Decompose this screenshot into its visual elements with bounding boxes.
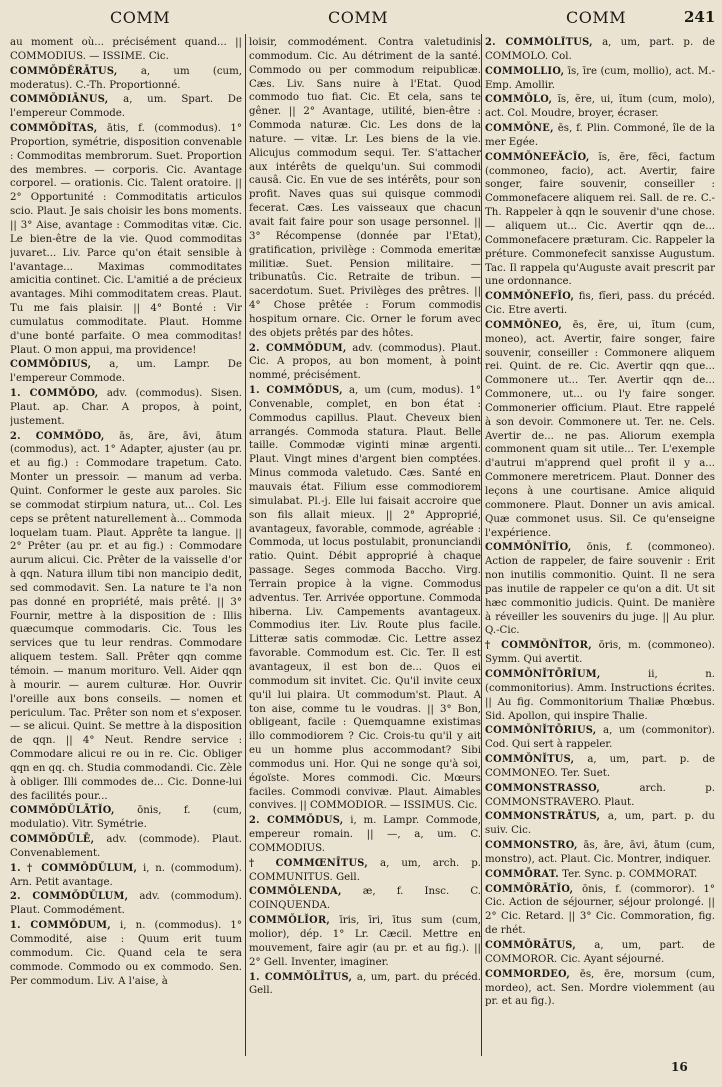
headword: 2. COMMŎDUS, [249, 815, 344, 827]
dictionary-entry [485, 319, 715, 541]
headword: COMMONSTRĀTUS, [485, 811, 601, 823]
dictionary-entry [10, 387, 242, 429]
headword: COMMOLLIO, [485, 65, 565, 77]
headword: COMMŎLĬOR, [249, 915, 331, 927]
headword: COMMŎNĬTŌRIUS, [485, 725, 597, 737]
column-left [10, 36, 242, 1056]
definition-text: a, um (cum, modus). 1° Convenable, complet, en bon état : Commodus capillus. Plaut. Cheveux bien arrangés. Commoda statura. Plaut. Belle taille. Commodæ viginti minæ argenti. Plaut. Vingt mines d'argent bien comptées. Minus commoda valetudo. Cæs. Santé en mauvais état. Filium esse commodiorem simulabat. Pl.-j. Elle lui faisait accroire que son fils allait mieux. || 2° Approprié, avantageux, favorable, commode, agréable : Commoda, ut locus postulabit, pronunciandi ratio. Quint. Débit approprié à chaque passage. Seges commoda Baccho. Virg. Terrain propice à la vigne. Commodus adventus. Ter. Arrivée opportune. Commoda hiberna. Liv. Campements avantageux. Commodius iter. Liv. Route plus facile. Litteræ satis commodæ. Cic. Lettre assez favorable. Commodum est. Cic. Ter. Il est avantageux, il est bon de... Quos ei commodum sit invitet. Cic. Qu'il invite ceux qu'il lui plaira. Ut commodum'st. Plaut. A ton aise, comme tu le voudras. || 3° Bon, obligeant, facile : Quemquamne existimas illo commodiorem ? Cic. Crois-tu qu'il y ait eu un homme plus accommodant? Sibi commodus uni. Hor. Qui ne songe qu'à soi, égoïste. Mores commodi. Cic. Mœurs faciles. Commodi convivæ. Plaut. Aimables convives. || COMMODIOR. — ISSIMUS. Cic. [249, 385, 481, 812]
headword: † COMMŒNĪTUS, [249, 857, 369, 869]
dictionary-entry [10, 919, 242, 988]
dictionary-entry [485, 93, 715, 121]
definition-text: adv. (commodus). Sisen. Plaut. ap. Char. A propos, à point, justement. [10, 388, 242, 427]
definition-text: a, um, part. p. de COMMOLO. Col. [485, 37, 715, 62]
definition-text: a, um, part. p. du suiv. Cic. [485, 811, 715, 837]
definition-text: ōnis, f. (commoror). 1° Cic. Action de séjourner, séjour prolongé. || 2° Cic. Retard. || 3° Cic. Commoration, fig. de rhét. [485, 883, 715, 937]
definition-text: fis, fĭeri, pass. du précéd. Cic. Etre averti. [485, 291, 715, 317]
definition-text: au moment où... précisément quand... || COMMODIUS. — ISSIME. Cic. [10, 37, 242, 62]
dictionary-entry [485, 36, 715, 64]
dictionary-entry [485, 122, 715, 150]
headword: 1. COMMŎLĪTUS, [249, 971, 353, 983]
definition-text: ōnis, f. (commoneo). Action de rappeler, de faire souvenir : Erit non inutilis commonitio. Quint. Il ne sera pas inutile de rappeler ce qu'on a dit. Ut sit hæc commonitio judicis. Quint. De manière à réveiller les souvenirs du juge. || Au plur. Q.-Cic. [485, 542, 715, 637]
definition-text: ēs, ĕre, ui, ĭtum (cum, moneo), act. Avertir, faire songer, faire souvenir, conseiller : Commonere aliquem rei. Quint. de re. Cic. Avertir qqn que... Commonere ut... Ter. Avertir qqn de... Commonere, ut... ou l'y faire songer. Commonerier officium. Plaut. Etre rappelé à son devoir. Commonere ut. Ter. ne. Cels. Avertir de... ne pas. Aliorum exempla commonent quam sit utile... Ter. L'exemple d'autrui m'apprend quel profit il y a... Commonere meretricem. Plaut. Donner des leçons à une courtisane. Amice aliquid commonere. Plaut. Donner un avis amical. Quæ commonet usus. Sil. Ce qu'enseigne l'expérience. [485, 319, 715, 539]
headword: 1. COMMŎDUS, [249, 385, 343, 397]
definition-text: a, um, part. p. de COMMONEO. Ter. Suet. [485, 754, 715, 779]
dictionary-entry [10, 862, 242, 890]
definition-text: adv. (commode). Plaut. Convenablement. [10, 834, 242, 859]
definition-text: a, um. Lampr. De l'empereur Commode. [10, 359, 242, 385]
definition-text: loisir, commodément. Contra valetudinis commodum. Cic. Au détriment de la santé. Commodo ou per commodum reipublicæ. Cæs. Liv. Sans nuire à l'Etat. Quod commodo tuo fiat. Cic. Et cela, sans te gêner. || 2° Avantage, utilité, bien-être : Commoda naturæ. Cic. Les dons de la nature. — vitæ. Lr. Les biens de la vie. Alicujus commodum sequi. Ter. S'attacher aux intérêts de quelqu'un. Sui commodi causâ. Cic. En vue de ses intérêts, pour son profit. Naves quas sui quisque commodi fecerat. Cæs. Les vaisseaux que chacun avait fait faire pour son usage personnel. || 3° Récompense (donnée par l'Etat), gratification, privilège : Commoda emeritæ militiæ. Suet. Pension militaire. — tribunatûs. Cic. Retraite de tribun. — sacerdotum. Suet. Privilèges des prêtres. || 4° Chose prêtée : Forum commodis hospitum ornare. Cic. Orner le forum avec des objets prêtés par des hôtes. [249, 37, 481, 339]
definition-text: a, um (cum, moderatus). C.-Th. Proportionné. [10, 65, 242, 91]
dictionary-entry [10, 93, 242, 121]
definition-text: īs, īre (cum, mollio), act. M.-Emp. Amollir. [485, 65, 715, 91]
headword: COMMŎNĬTUS, [485, 754, 575, 766]
dictionary-entry [10, 122, 242, 357]
headword: 2. COMMŎDŬLUM, [10, 891, 129, 903]
dictionary-entry [249, 914, 481, 969]
headword: COMMŎDŬLĒ, [10, 834, 95, 846]
dictionary-entry [249, 885, 481, 913]
dictionary-entry [485, 810, 715, 838]
headword: 2. COMMŎLĪTUS, [485, 37, 593, 48]
column-middle [249, 36, 481, 1056]
page-number: 241 [684, 8, 716, 26]
headword: COMMŎRĀTĬO, [485, 883, 574, 895]
column-divider [245, 34, 246, 1056]
headword: COMMŎDĬTAS, [10, 123, 98, 135]
headword: 2. COMMŎDO, [10, 430, 105, 442]
dictionary-entry [249, 857, 481, 885]
headword: COMMŎNEO, [485, 319, 563, 331]
headword: COMMONSTRO, [485, 840, 578, 852]
dictionary-entry [485, 724, 715, 752]
dictionary-entry [10, 65, 242, 93]
dictionary-entry [249, 36, 481, 341]
dictionary-entry [10, 36, 242, 64]
headword: COMMONSTRASSO, [485, 782, 601, 794]
running-head-left: COMM [110, 8, 171, 27]
signature-mark: 16 [671, 1060, 688, 1074]
headword: COMMŎLENDA, [249, 886, 342, 898]
dictionary-entry [10, 430, 242, 804]
running-head-right: COMM [566, 8, 627, 27]
dictionary-entry [485, 541, 715, 638]
definition-text: a, um, part. de COMMOROR. Cic. Ayant séjourné. [485, 940, 715, 965]
definition-text: ās, āre, āvi, ātum (commodus), act. 1° Adapter, ajuster (au pr. et au fig.) : Commodare trapetum. Cato. Monter un pressoir. — manum ad verba. Quint. Conformer le geste aux paroles. Sic se commodat stirpium natura, ut... Col. Les ceps se prêtent naturellement à... Commoda loquelam tuam. Plaut. Apprête ta langue. || 2° Prêter (au pr. et au fig.) : Commodare aurum alicui. Cic. Prêter de la vaisselle d'or à qqn. Natura illum tibi non mancipio dedit, sed commodavit. Sen. La nature te l'a non pas donné en propriété, mais prêté. || 3° Fournir, mettre à la disposition de : Illis quæcumque commodaris. Cic. Tous les services que tu leur rendras. Commodare aliquem testem. Sall. Prêter qqn comme témoin. — manum morituro. Vell. Aider qqn à mourir. — aurem culturæ. Hor. Ouvrir l'oreille aux bons conseils. — nomen et periculum. Tac. Prêter son nom et s'exposer. — se alicui. Quint. Se mettre à la disposition de qqn. || 4° Neut. Rendre service : Commodare alicui re ou in re. Cic. Obliger qqn en qq. ch. Studia commodandi. Cic. Zèle à obliger. Illi commodes de... Cic. Donne-lui des facilités pour... [10, 430, 242, 802]
dictionary-entry [485, 868, 715, 882]
dictionary-entry [485, 968, 715, 1010]
definition-text: æ, f. Insc. C. COINQUENDA. [249, 886, 481, 912]
definition-text: ĭs, ĕre, ui, ĭtum (cum, molo), act. Col. Moudre, broyer, écraser. [485, 94, 715, 120]
definition-text: adv. (commodus). Plaut. Cic. A propos, au bon moment, à point nommé, précisément. [249, 342, 481, 382]
dictionary-entry [10, 358, 242, 386]
dictionary-entry [249, 814, 481, 856]
dictionary-entry [485, 151, 715, 289]
running-head-center: COMM [328, 8, 389, 27]
headword: COMMŌRAT. [485, 868, 559, 880]
column-divider [481, 34, 482, 1056]
dictionary-entry [485, 782, 715, 810]
headword: COMMŎDŬLĀTĬO, [10, 805, 115, 817]
headword: COMMŎNEFĂCĬO, [485, 151, 590, 163]
headword: 1. COMMŎDO, [10, 388, 99, 400]
dictionary-entry [485, 639, 715, 667]
dictionary-entry [485, 753, 715, 781]
dictionary-entry [485, 939, 715, 967]
definition-text: ii, n. (commonitorius). Amm. Instructions écrites. || Au fig. Commonitorium Thaliæ Phœbus. Sid. Apollon, qui inspire Thalie. [485, 668, 715, 722]
dictionary-entry [485, 65, 715, 93]
definition-text: i, m. Lampr. Commode, empereur romain. || —, a, um. C. COMMODIUS. [249, 815, 481, 854]
dictionary-entry [485, 290, 715, 318]
definition-text: ĭs, ĕre, fēci, factum (commoneo, facio), act. Avertir, faire songer, faire souvenir, conseiller : Commonefacere aliquem rei. Sall. de re. C.-Th. Rappeler à qqn le souvenir d'une chose. — aliquem ut... Cic. Avertir qqn de... Commonefacere præturam. Cic. Rappeler la préture. Commonefecit sanxisse Augustum. Tac. Il rappela qu'Auguste avait prescrit par une ordonnance. [485, 151, 715, 288]
dictionary-entry [10, 804, 242, 832]
headword: COMMŎNE, [485, 123, 554, 135]
column-right [485, 36, 715, 1056]
dictionary-entry [249, 342, 481, 384]
dictionary-entry [249, 384, 481, 813]
definition-text: adv. (commodum). Plaut. Commodément. [10, 891, 242, 917]
definition-text: ātis, f. (commodus). 1° Proportion, symétrie, disposition convenable : Commoditas membrorum. Suet. Proportion des membres. — corporis. Cic. Avantage corporel. — orationis. Cic. Talent oratoire. || 2° Opportunité : Commoditatis articulos scio. Plaut. Je sais choisir les bons moments. || 3° Aise, avantage : Commoditas vitæ. Cic. Le bien-être de la vie. Quod commoditas juvaret... Liv. Parce qu'on était sensible à l'avantage... Maximas commoditates amicitia continet. Cic. L'amitié a de précieux avantages. Mihi commoditatem creas. Plaut. Tu me fais plaisir. || 4° Bonté : Vir cumulatus commoditate. Plaut. Homme d'une bonté parfaite. O mea commoditas! Plaut. O mon appui, ma providence! [10, 123, 242, 356]
definition-text: ēs, f. Plin. Commoné, île de la mer Egée. [485, 123, 715, 148]
headword: 1. COMMŎDUM, [10, 920, 111, 932]
headword: 1. † COMMŎDŬLUM, [10, 862, 138, 874]
definition-text: ōnis, f. (cum, modulatio). Vitr. Symétrie. [10, 805, 242, 831]
dictionary-entry [249, 971, 481, 999]
definition-text: a, um, arch. p. COMMUNITUS. Gell. [249, 857, 481, 883]
dictionary-entry [485, 839, 715, 867]
headword: COMMŎNĬTŌRĬUM, [485, 668, 601, 680]
definition-text: a, um. Spart. De l'empereur Commode. [10, 94, 242, 120]
headword: COMMŎDIUS, [10, 359, 92, 371]
dictionary-entry [485, 883, 715, 938]
definition-text: i, n. (commodus). 1° Commodité, aise : Quum erit tuum commodum. Cic. Quand cela te sera commode. Commodo ou ex commodo. Sen. Per commodum. Liv. A l'aise, à [10, 920, 242, 987]
definition-text: Ter. Sync. p. COMMORAT. [558, 868, 698, 880]
definition-text: arch. p. COMMONSTRAVERO. Plaut. [485, 782, 715, 808]
definition-text: īris, īri, ītus sum (cum, molior), dép. 1° Lr. Cæcil. Mettre en mouvement, faire agir (au pr. et au fig.). || 2° Gell. Inventer, imaginer. [249, 915, 481, 968]
headword: COMMŎNEFĬO, [485, 291, 575, 303]
definition-text: ēs, ēre, morsum (cum, mordeo), act. Sen. Mordre violemment (au pr. et au fig.). [485, 968, 715, 1008]
headword: COMMŎLO, [485, 94, 553, 106]
headword: COMMORDEO, [485, 968, 571, 980]
headword: COMMŎDĔRĀTUS, [10, 65, 118, 77]
headword: COMMŎNĬTĬO, [485, 542, 572, 554]
definition-text: a, um (commonitor). Cod. Qui sert à rappeler. [485, 725, 715, 751]
dictionary-entry [10, 890, 242, 918]
definition-text: ōris, m. (commoneo). Symm. Qui avertit. [485, 640, 715, 666]
definition-text: a, um, part. du précéd. Gell. [249, 971, 481, 997]
headword: COMMŎDIĀNUS, [10, 94, 109, 106]
headword: † COMMŎNĬTOR, [485, 640, 592, 652]
headword: COMMŎRĀTUS, [485, 940, 577, 951]
headword: 2. COMMŎDUM, [249, 342, 347, 354]
definition-text: i, n. (commodum). Arn. Petit avantage. [10, 862, 242, 888]
dictionary-entry [485, 668, 715, 723]
dictionary-entry [10, 833, 242, 861]
definition-text: ās, āre, āvi, ātum (cum, monstro), act. Plaut. Cic. Montrer, indiquer. [485, 840, 715, 865]
